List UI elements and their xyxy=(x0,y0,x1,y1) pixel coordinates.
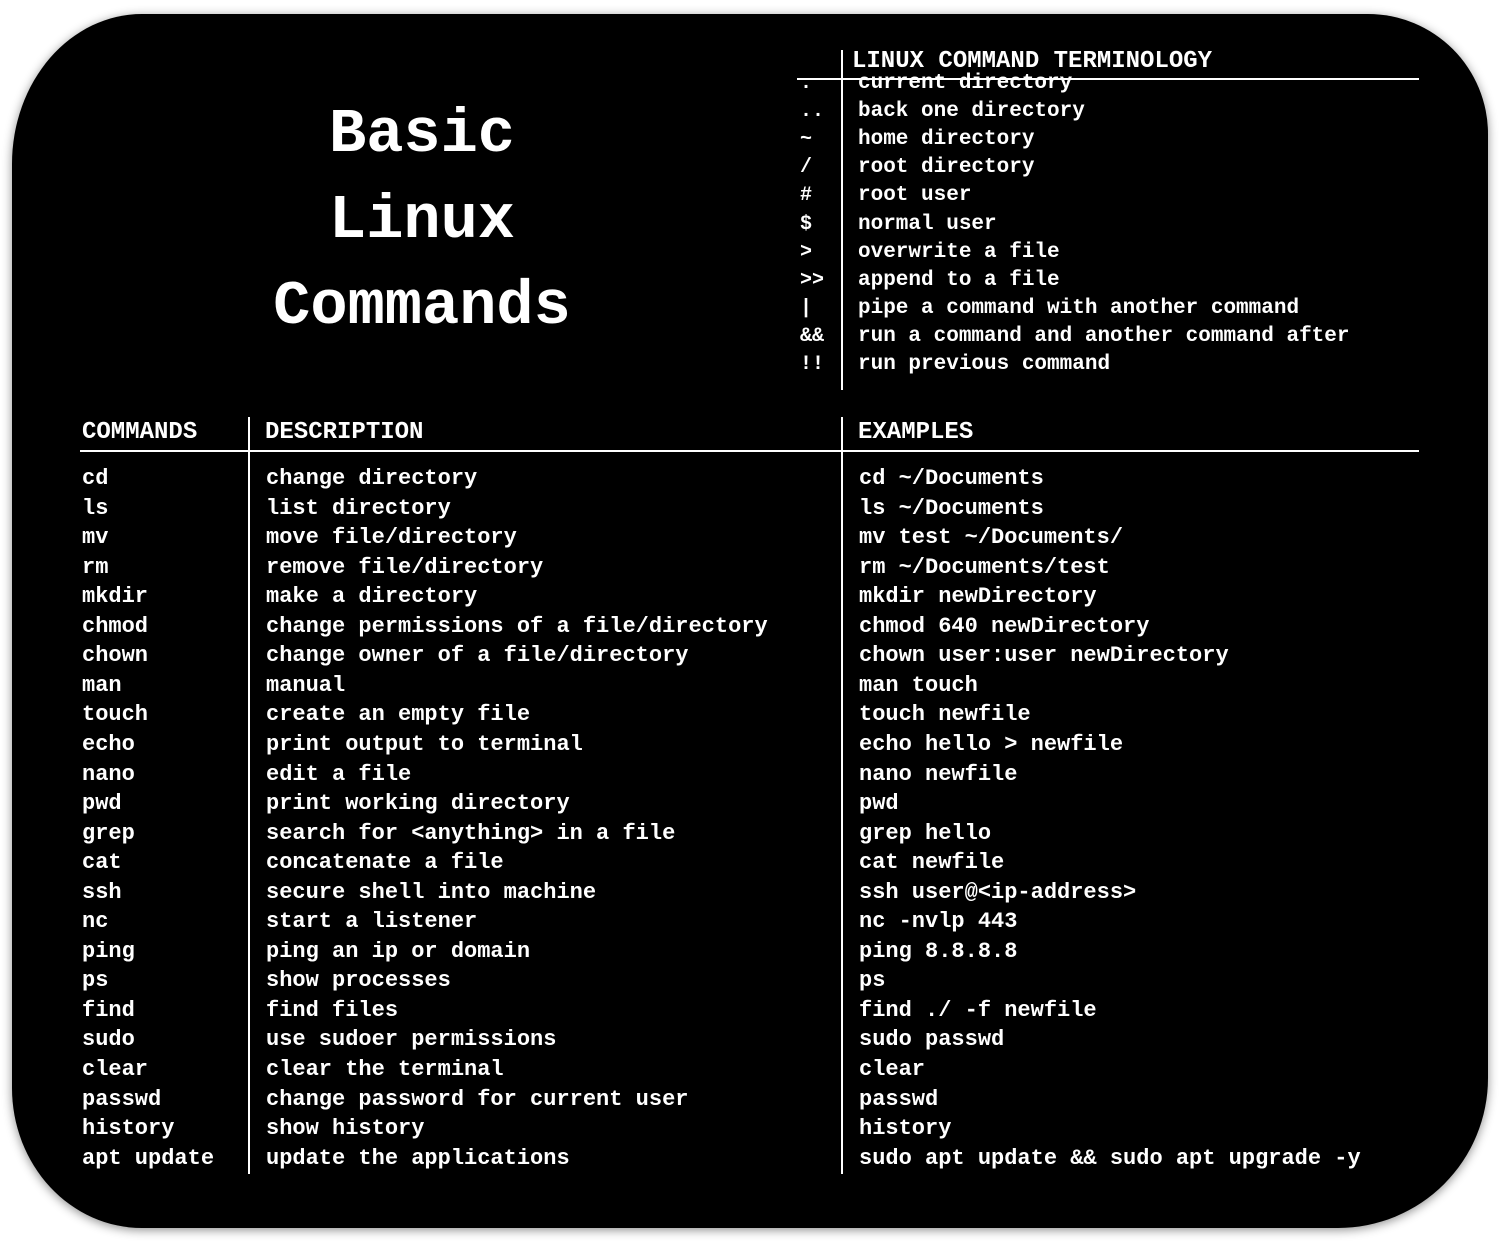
table-row-command: cd xyxy=(82,466,109,491)
description-header: DESCRIPTION xyxy=(265,419,424,446)
table-row-example: passwd xyxy=(859,1087,939,1112)
table-row-example: nano newfile xyxy=(859,762,1018,787)
terminology-meaning: current directory xyxy=(858,72,1073,95)
table-row-command: ls xyxy=(82,496,109,521)
table-row-command: mkdir xyxy=(82,584,149,609)
table-row-description: search for <anything> in a file xyxy=(266,821,676,846)
table-row-example: ssh user@<ip-address> xyxy=(859,880,1137,905)
table-row-command: nc xyxy=(82,909,109,934)
terminology-symbol: && xyxy=(800,325,825,348)
table-row-description: make a directory xyxy=(266,584,478,609)
table-row-example: sudo passwd xyxy=(859,1027,1005,1052)
table-row-description: find files xyxy=(266,998,399,1023)
table-row-description: change permissions of a file/directory xyxy=(266,614,768,639)
terminology-meaning: root directory xyxy=(858,156,1035,179)
terminology-meaning: home directory xyxy=(858,128,1035,151)
table-row-description: use sudoer permissions xyxy=(266,1027,557,1052)
table-row-command: echo xyxy=(82,732,135,757)
table-row-description: ping an ip or domain xyxy=(266,939,531,964)
table-row-description: print working directory xyxy=(266,791,570,816)
table-row-example: cat newfile xyxy=(859,850,1005,875)
table-row-command: history xyxy=(82,1116,175,1141)
terminology-symbol: !! xyxy=(800,353,825,376)
table-row-example: chown user:user newDirectory xyxy=(859,643,1229,668)
table-row-command: ps xyxy=(82,968,109,993)
table-row-command: apt update xyxy=(82,1146,215,1171)
table-row-example: cd ~/Documents xyxy=(859,466,1044,491)
table-row-command: cat xyxy=(82,850,122,875)
examples-header: EXAMPLES xyxy=(858,419,974,446)
terminology-symbol: # xyxy=(800,184,813,207)
table-row-example: man touch xyxy=(859,673,978,698)
table-row-command: nano xyxy=(82,762,135,787)
table-row-description: start a listener xyxy=(266,909,478,934)
table-row-command: man xyxy=(82,673,122,698)
table-row-description: show history xyxy=(266,1116,425,1141)
table-row-description: change password for current user xyxy=(266,1087,689,1112)
table-row-command: find xyxy=(82,998,135,1023)
terminology-meaning: normal user xyxy=(858,213,997,236)
mousepad-background xyxy=(12,14,1488,1228)
terminology-symbol: $ xyxy=(800,213,813,236)
terminology-meaning: overwrite a file xyxy=(858,241,1060,264)
poster-title xyxy=(182,92,662,350)
table-row-description: concatenate a file xyxy=(266,850,504,875)
terminology-symbol: ~ xyxy=(800,128,813,151)
table-row-example: history xyxy=(859,1116,952,1141)
terminology-divider xyxy=(841,50,843,390)
table-row-command: ping xyxy=(82,939,135,964)
table-row-command: rm xyxy=(82,555,109,580)
table-row-description: print output to terminal xyxy=(266,732,583,757)
table-row-example: chmod 640 newDirectory xyxy=(859,614,1150,639)
terminology-symbol: / xyxy=(800,156,813,179)
table-row-example: grep hello xyxy=(859,821,992,846)
table-row-description: create an empty file xyxy=(266,702,531,727)
terminology-meaning: run a command and another command after xyxy=(858,325,1350,348)
terminology-meaning: pipe a command with another command xyxy=(858,297,1300,320)
table-row-command: touch xyxy=(82,702,149,727)
table-row-command: grep xyxy=(82,821,135,846)
table-row-example: ps xyxy=(859,968,886,993)
table-row-example: ping 8.8.8.8 xyxy=(859,939,1018,964)
table-row-description: secure shell into machine xyxy=(266,880,597,905)
table-row-example: find ./ -f newfile xyxy=(859,998,1097,1023)
table-row-description: move file/directory xyxy=(266,525,517,550)
table-row-command: clear xyxy=(82,1057,149,1082)
table-row-command: sudo xyxy=(82,1027,135,1052)
table-row-command: chown xyxy=(82,643,149,668)
title-line-1: Basic xyxy=(328,99,516,170)
terminology-meaning: run previous command xyxy=(858,353,1111,376)
table-row-description: manual xyxy=(266,673,346,698)
table-row-description: change directory xyxy=(266,466,478,491)
terminology-symbol: | xyxy=(800,297,813,320)
terminology-symbol: >> xyxy=(800,269,825,292)
table-row-command: ssh xyxy=(82,880,122,905)
table-row-example: mkdir newDirectory xyxy=(859,584,1097,609)
title-line-3: Commands xyxy=(273,271,571,342)
table-row-example: clear xyxy=(859,1057,926,1082)
terminology-symbol: .. xyxy=(800,100,825,123)
table-row-description: change owner of a file/directory xyxy=(266,643,689,668)
table-row-description: edit a file xyxy=(266,762,412,787)
table-row-command: pwd xyxy=(82,791,122,816)
table-row-example: touch newfile xyxy=(859,702,1031,727)
commands-column-divider xyxy=(248,417,250,1174)
terminology-heading: LINUX COMMAND TERMINOLOGY xyxy=(852,48,1213,75)
table-row-command: passwd xyxy=(82,1087,162,1112)
commands-header: COMMANDS xyxy=(82,419,198,446)
table-row-command: mv xyxy=(82,525,109,550)
terminology-symbol: > xyxy=(800,241,813,264)
table-row-example: rm ~/Documents/test xyxy=(859,555,1110,580)
title-line-2: Linux xyxy=(328,185,516,256)
examples-column-divider xyxy=(841,417,843,1174)
terminology-symbol: . xyxy=(800,72,813,95)
table-row-example: sudo apt update && sudo apt upgrade -y xyxy=(859,1146,1361,1171)
table-row-example: mv test ~/Documents/ xyxy=(859,525,1124,550)
table-row-example: nc -nvlp 443 xyxy=(859,909,1018,934)
terminology-meaning: back one directory xyxy=(858,100,1085,123)
terminology-meaning: root user xyxy=(858,184,972,207)
table-row-description: remove file/directory xyxy=(266,555,544,580)
table-row-example: ls ~/Documents xyxy=(859,496,1044,521)
table-row-description: list directory xyxy=(266,496,451,521)
table-row-example: pwd xyxy=(859,791,899,816)
table-header-underline xyxy=(80,450,1419,452)
table-row-example: echo hello > newfile xyxy=(859,732,1124,757)
table-row-description: update the applications xyxy=(266,1146,570,1171)
table-row-description: show processes xyxy=(266,968,451,993)
table-row-description: clear the terminal xyxy=(266,1057,504,1082)
terminology-meaning: append to a file xyxy=(858,269,1060,292)
table-row-command: chmod xyxy=(82,614,149,639)
